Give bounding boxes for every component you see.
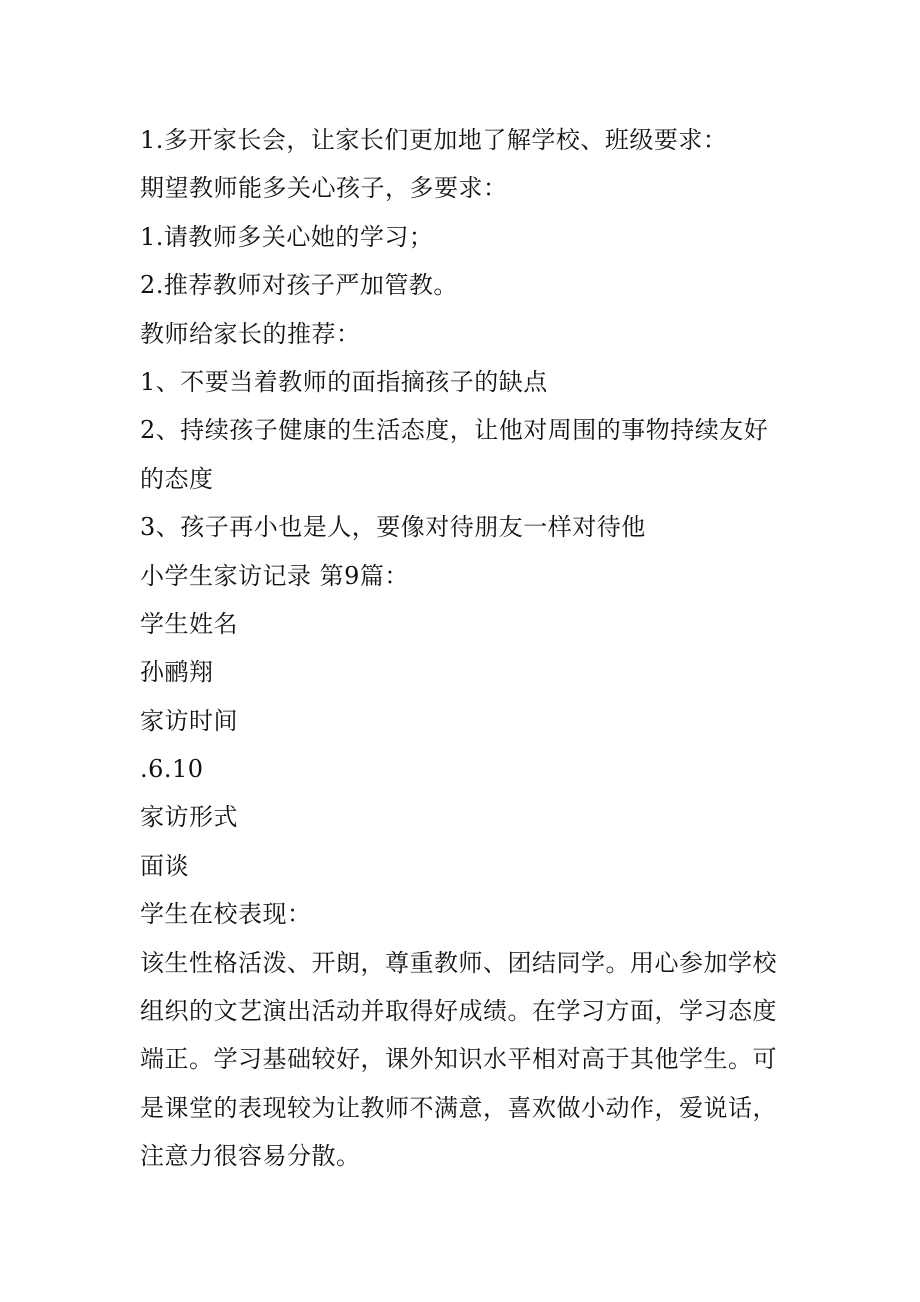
text-line-suggestion-parent-meeting: 1.多开家长会，让家长们更加地了解学校、班级要求：: [140, 126, 728, 154]
paragraph-line: 注意力很容易分散。: [140, 1142, 361, 1171]
text-line-expectation-1: 1.请教师多关心她的学习；: [140, 222, 434, 251]
field-label-visit-form: 家访形式: [140, 803, 238, 832]
field-value-student-name: 孙鹂翔: [140, 658, 214, 687]
paragraph-line: 端正。学习基础较好，课外知识水平相对高于其他学生。可: [140, 1045, 777, 1074]
field-value-visit-form: 面谈: [140, 851, 189, 880]
paragraph-line: 是课堂的表现较为让教师不满意，喜欢做小动作，爱说话，: [140, 1093, 777, 1122]
text-line-advice-2-cont: 的态度: [140, 464, 214, 493]
field-label-school-performance: 学生在校表现：: [140, 900, 312, 929]
document-page: [140, 116, 820, 1181]
field-value-visit-time: .6.10: [140, 755, 204, 784]
text-line-parent-expectation-heading: 期望教师能多关心孩子，多要求：: [140, 174, 508, 203]
text-line-expectation-2: 2.推荐教师对孩子严加管教。: [140, 271, 458, 300]
text-line-advice-2: 2、持续孩子健康的生活态度，让他对周围的事物持续友好: [140, 416, 769, 445]
field-label-visit-time: 家访时间: [140, 706, 238, 735]
text-line-advice-1: 1、不要当着教师的面指摘孩子的缺点: [140, 367, 548, 396]
school-performance-paragraph: [140, 939, 820, 1181]
text-line-advice-3: 3、孩子再小也是人，要像对待朋友一样对待他: [140, 513, 646, 542]
paragraph-line: 该生性格活泼、开朗，尊重教师、团结同学。用心参加学校: [140, 948, 777, 977]
text-line-teacher-advice-heading: 教师给家长的推荐：: [140, 319, 361, 348]
section-title: 小学生家访记录 第9篇：: [140, 561, 409, 590]
field-label-student-name: 学生姓名: [140, 609, 238, 638]
paragraph-line: 组织的文艺演出活动并取得好成绩。在学习方面，学习态度: [140, 997, 777, 1026]
